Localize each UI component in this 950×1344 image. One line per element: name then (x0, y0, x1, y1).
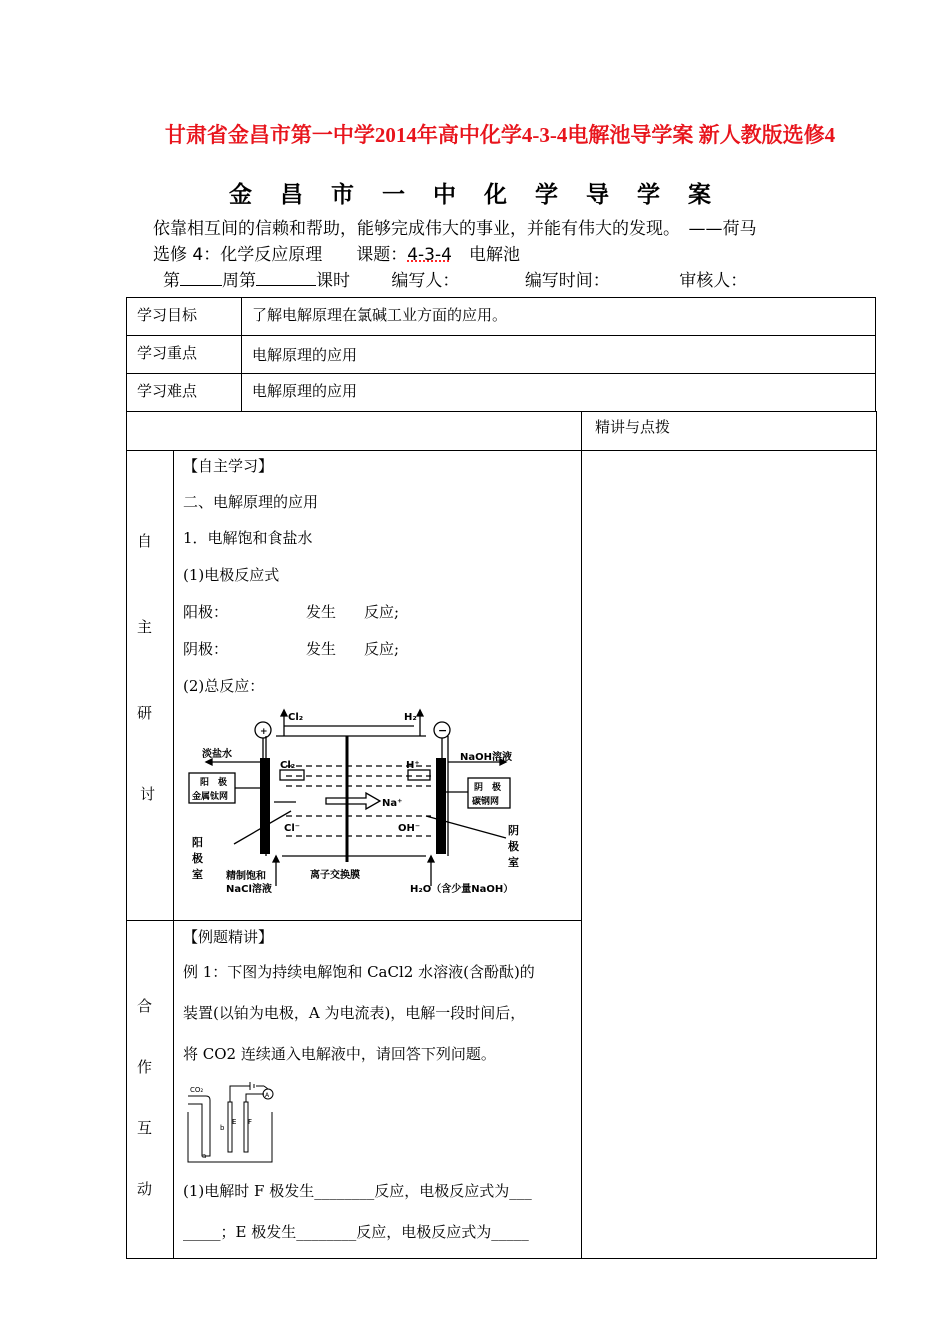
na-ion-label: Na⁺ (382, 798, 403, 809)
section-heading: 【例题精讲】 (183, 928, 274, 946)
course-suffix: 电解池 (451, 245, 520, 265)
document-title: 甘肃省金昌市第一中学2014年高中化学4-3-4电解池导学案 新人教版选修4 (164, 123, 836, 147)
anode-room-char: 室 (192, 868, 203, 881)
school-heading: 金 昌 市 一 中 化 学 导 学 案 (228, 182, 722, 208)
meta-author: 编写人： (391, 271, 460, 291)
cathode-room-char: 室 (508, 856, 519, 869)
label-e: E (232, 1118, 237, 1126)
side-char: 合 (137, 997, 153, 1015)
side-char: 自 (137, 532, 153, 550)
cathode-reaction: 反应; (364, 640, 400, 658)
cathode-box-title: 阴 极 (474, 783, 502, 793)
anode-label: 阳极： (183, 603, 229, 621)
course-line (153, 240, 520, 265)
section-heading: 【自主学习】 (183, 457, 274, 475)
minus-sign: − (438, 724, 448, 737)
side-char: 作 (137, 1058, 153, 1076)
feed-right-label: H₂O（含少量NaOH） (410, 884, 514, 895)
question-line: (1)电解时 F 极发生________反应，电极反应式为___ (183, 1182, 532, 1200)
anode-reaction: 反应; (364, 603, 400, 621)
naoh-solution-label: NaOH溶液 (460, 752, 512, 763)
info-label: 学习难点 (127, 374, 242, 412)
example-line: 例 1：下图为持续电解饱和 CaCl2 水溶液(含酚酞)的 (183, 963, 535, 981)
question-line: _____；E 极发生________反应，电极反应式为_____ (183, 1223, 529, 1241)
motto: 依靠相互间的信赖和帮助，能够完成伟大的事业，并能有伟大的发现。 ——荷马 (153, 219, 757, 239)
anode-room-char: 阳 (192, 836, 203, 849)
plus-sign: + (260, 727, 268, 737)
side-char: 讨 (140, 785, 156, 803)
meta-week2: 周第 (222, 271, 256, 291)
info-label: 学习目标 (127, 298, 242, 336)
side-char: 研 (137, 704, 153, 722)
meta-line (163, 266, 747, 291)
anode-occurs: 发生 (306, 603, 337, 621)
cathode-box-material: 碳钢网 (472, 797, 500, 807)
label-a: a (202, 1152, 207, 1160)
cathode-occurs: 发生 (306, 640, 337, 658)
cathode-room-char: 阴 (508, 824, 519, 837)
co2-label: CO₂ (190, 1086, 204, 1094)
anode-room-char: 极 (192, 852, 203, 865)
total-reaction: (2)总反应： (183, 677, 265, 695)
right-column-header: 精讲与点拨 (595, 418, 671, 436)
example-line: 将 CO2 连续通入电解液中，请回答下列问题。 (183, 1045, 496, 1063)
side-char: 主 (137, 618, 153, 636)
cl-ion-label: Cl⁻ (284, 823, 301, 834)
example-line: 装置(以铂为电极，A 为电流表)，电解一段时间后， (183, 1004, 526, 1022)
meta-reviewer: 审核人： (679, 271, 748, 291)
course-topic: 4-3-4 (407, 245, 452, 265)
info-value: 电解原理的应用 (242, 336, 876, 374)
dilute-brine-label: 淡盐水 (202, 749, 232, 760)
h-ion-label: H⁺ (406, 760, 420, 771)
course-prefix: 选修 4：化学反应原理 课题： (153, 245, 408, 265)
meta-week: 第 (163, 271, 180, 291)
side-char: 互 (137, 1119, 153, 1137)
label-f: F (248, 1118, 253, 1126)
meta-time: 编写时间： (524, 271, 610, 291)
week-blank[interactable] (180, 271, 222, 286)
anode-box-material: 金属钛网 (192, 792, 229, 802)
cathode-room-char: 极 (508, 840, 519, 853)
ammeter-label: A (265, 1092, 270, 1099)
cl2-inner-label: Cl₂ (280, 760, 296, 771)
meta-period: 课时 (316, 271, 350, 291)
anode-box-title: 阳 极 (200, 778, 228, 788)
chlor-alkali-diagram (186, 706, 536, 898)
info-table (126, 297, 876, 412)
feed-left-line1: 精制饱和 (226, 871, 266, 882)
period-blank[interactable] (256, 271, 316, 286)
label-b: b (220, 1124, 225, 1132)
body-line: 二、电解原理的应用 (183, 493, 319, 511)
cl2-label: Cl₂ (288, 712, 304, 723)
side-char: 动 (137, 1180, 153, 1198)
body-line: 1．电解饱和食盐水 (183, 529, 313, 547)
info-label: 学习重点 (127, 336, 242, 374)
body-line: (1)电极反应式 (183, 566, 280, 584)
electrolysis-apparatus-figure (184, 1080, 280, 1164)
cathode-label: 阴极： (183, 640, 229, 658)
membrane-label: 离子交换膜 (310, 870, 360, 881)
oh-ion-label: OH⁻ (398, 823, 421, 834)
feed-left-line2: NaCl溶液 (226, 884, 272, 895)
info-value: 了解电解原理在氯碱工业方面的应用。 (242, 298, 876, 336)
h2-label: H₂ (404, 712, 417, 723)
info-value: 电解原理的应用 (242, 374, 876, 412)
